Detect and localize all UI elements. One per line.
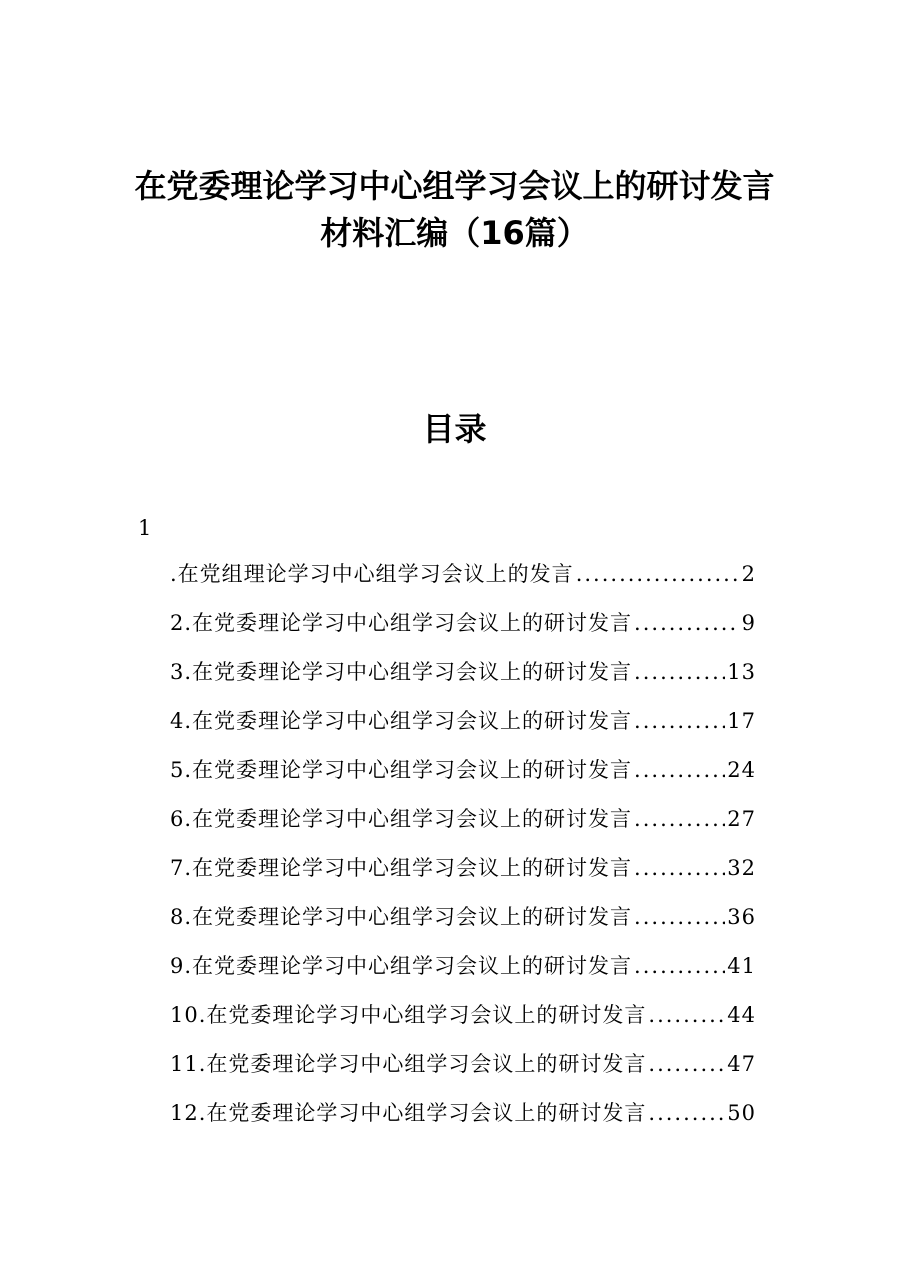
toc-leader-dots bbox=[634, 705, 725, 737]
toc-entry[interactable] bbox=[170, 852, 756, 901]
toc-leader-dots bbox=[648, 1048, 725, 1080]
toc-entry-label: 2.在党委理论学习中心组学习会议上的研讨发言 bbox=[170, 611, 633, 635]
toc-leader-dots bbox=[648, 1097, 725, 1129]
toc-entry[interactable] bbox=[170, 656, 756, 705]
toc-leader-dots bbox=[634, 950, 725, 982]
toc-entry[interactable] bbox=[170, 1048, 756, 1097]
toc-entry-page: 13 bbox=[727, 660, 756, 684]
toc-entry-label: 3.在党委理论学习中心组学习会议上的研讨发言 bbox=[170, 660, 633, 684]
toc-entry-page: 17 bbox=[727, 709, 756, 733]
toc-entry-page: 50 bbox=[727, 1101, 756, 1125]
toc-entry-label: 8.在党委理论学习中心组学习会议上的研讨发言 bbox=[170, 905, 633, 929]
toc-leader-dots bbox=[576, 558, 740, 590]
toc-entry-label: 7.在党委理论学习中心组学习会议上的研讨发言 bbox=[170, 856, 633, 880]
document-title-line-2: 材料汇编（16篇） bbox=[320, 214, 589, 252]
toc-entry-page: 27 bbox=[727, 807, 756, 831]
toc-leader-dots bbox=[634, 901, 725, 933]
toc-entry-label: 10.在党委理论学习中心组学习会议上的研讨发言 bbox=[170, 1003, 647, 1027]
toc-leader-dots bbox=[634, 607, 740, 639]
toc-entry-label: 12.在党委理论学习中心组学习会议上的研讨发言 bbox=[170, 1101, 647, 1125]
toc-entry[interactable] bbox=[170, 803, 756, 852]
document-title-line-1: 在党委理论学习中心组学习会议上的研讨发言 bbox=[134, 167, 775, 205]
toc-entry[interactable] bbox=[170, 705, 756, 754]
toc-entry[interactable] bbox=[170, 999, 756, 1048]
toc-leader-dots bbox=[634, 852, 725, 884]
toc-entry-page: 41 bbox=[727, 954, 756, 978]
toc-entry-page: 36 bbox=[727, 905, 756, 929]
toc-entry[interactable] bbox=[170, 754, 756, 803]
toc-entry-page: 24 bbox=[727, 758, 756, 782]
toc-leader-dots bbox=[634, 803, 725, 835]
toc-entry-label: 9.在党委理论学习中心组学习会议上的研讨发言 bbox=[170, 954, 633, 978]
toc-entry-page: 44 bbox=[727, 1003, 756, 1027]
toc-entry-label: 4.在党委理论学习中心组学习会议上的研讨发言 bbox=[170, 709, 633, 733]
toc-entry-page: 9 bbox=[741, 611, 756, 635]
toc-entry-label: 6.在党委理论学习中心组学习会议上的研讨发言 bbox=[170, 807, 633, 831]
toc-entry[interactable] bbox=[170, 1097, 756, 1146]
toc-lead-number: 1 bbox=[138, 516, 152, 540]
toc-leader-dots bbox=[634, 656, 725, 688]
toc-entry-page: 32 bbox=[727, 856, 756, 880]
toc-entry-label: .在党组理论学习中心组学习会议上的发言 bbox=[170, 562, 574, 586]
toc-entry[interactable] bbox=[170, 901, 756, 950]
toc-entry[interactable] bbox=[170, 607, 756, 656]
toc-entry[interactable] bbox=[170, 950, 756, 999]
toc-entry-page: 47 bbox=[727, 1052, 756, 1076]
toc-entry[interactable] bbox=[170, 558, 756, 607]
toc-entry-label: 5.在党委理论学习中心组学习会议上的研讨发言 bbox=[170, 758, 633, 782]
toc-leader-dots bbox=[648, 999, 725, 1031]
toc-leader-dots bbox=[634, 754, 725, 786]
toc-entry-page: 2 bbox=[741, 562, 756, 586]
toc-entry-label: 11.在党委理论学习中心组学习会议上的研讨发言 bbox=[170, 1052, 647, 1076]
toc-list bbox=[170, 558, 756, 1146]
toc-heading: 目录 bbox=[422, 410, 487, 448]
